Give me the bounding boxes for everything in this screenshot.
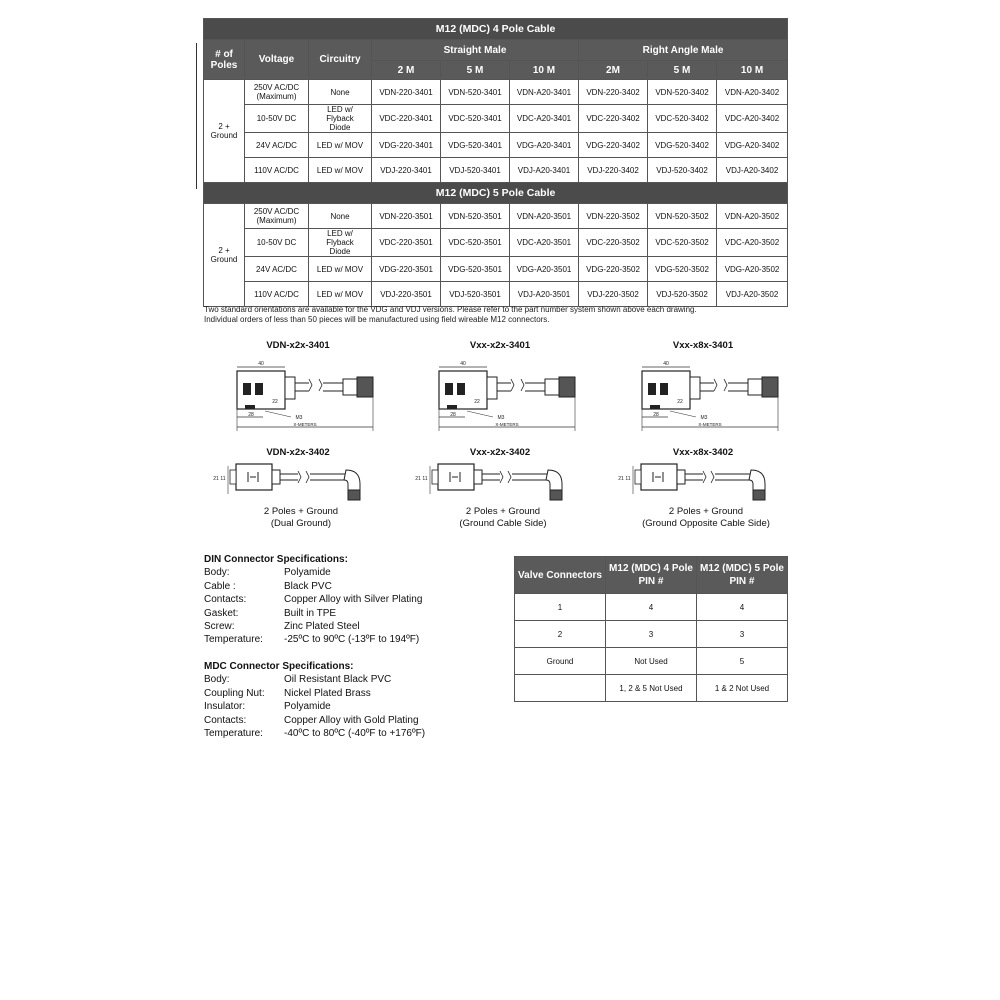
spec-key: Contacts: [204, 714, 247, 726]
spec-value: Copper Alloy with Silver Plating [284, 594, 423, 606]
straight-connector-drawing [425, 355, 605, 437]
part-number-cell: VDC-220-3402 [579, 105, 648, 133]
spec-row [204, 673, 425, 686]
part-number-cell: VDN-520-3502 [648, 204, 717, 229]
pin-cell: Ground [515, 648, 606, 675]
spec-row [204, 593, 422, 606]
length-header: 10 M [717, 61, 788, 80]
part-number-cell: VDJ-220-3402 [579, 158, 648, 183]
spec-row [204, 566, 422, 579]
spec-key: Temperature: [204, 634, 263, 646]
part-number-cell: VDN-A20-3502 [717, 204, 788, 229]
voltage-cell: 250V AC/DC (Maximum) [245, 80, 309, 105]
part-number-cell: VDG-220-3502 [579, 257, 648, 282]
length-header: 2M [579, 61, 648, 80]
part-number-cell: VDC-520-3502 [648, 229, 717, 257]
five-pole-title: M12 (MDC) 5 Pole Cable [204, 183, 788, 204]
spec-row [204, 727, 425, 740]
pin-cell: 4 [606, 594, 697, 621]
part-number-cell: VDG-220-3401 [372, 133, 441, 158]
part-number-cell: VDC-220-3501 [372, 229, 441, 257]
part-number-cell: VDC-A20-3402 [717, 105, 788, 133]
part-number-cell: VDJ-520-3502 [648, 282, 717, 307]
voltage-cell: 24V AC/DC [245, 133, 309, 158]
pin-table [514, 556, 788, 702]
spec-value: Built in TPE [284, 607, 337, 619]
part-number-cell: VDJ-A20-3501 [510, 282, 579, 307]
spec-key: Temperature: [204, 728, 263, 740]
part-number-cell: VDC-520-3402 [648, 105, 717, 133]
part-number-cell: VDG-A20-3401 [510, 133, 579, 158]
cable-part-table [203, 18, 788, 307]
dimension-label: 28 [653, 412, 659, 418]
voltage-cell: 110V AC/DC [245, 282, 309, 307]
pin-cell: 5 [697, 648, 788, 675]
circuitry-cell: LED w/ Flyback Diode [309, 105, 372, 133]
part-number-cell: VDJ-220-3501 [372, 282, 441, 307]
pin-cell: 1 [515, 594, 606, 621]
caption-line: (Ground Opposite Cable Side) [642, 518, 770, 529]
voltage-header: Voltage [245, 40, 309, 80]
spec-row [204, 620, 422, 633]
straight-drawing-title: Vxx-x2x-3401 [469, 340, 531, 351]
part-number-cell: VDC-A20-3401 [510, 105, 579, 133]
right-angle-male-header: Right Angle Male [579, 40, 788, 61]
dimension-label: X-METERS [293, 422, 317, 427]
table-row [204, 105, 788, 133]
spec-value: Polyamide [284, 567, 331, 579]
straight-drawing-title: VDN-x2x-3401 [266, 340, 330, 351]
pin-cell: 3 [606, 621, 697, 648]
angle-connector-drawing [410, 458, 590, 506]
part-number-cell: VDN-220-3501 [372, 204, 441, 229]
circuitry-cell: LED w/ Flyback Diode [309, 229, 372, 257]
dimension-label: X-METERS [698, 422, 722, 427]
length-header: 5 M [441, 61, 510, 80]
poles-header: # of Poles [204, 40, 245, 80]
pin-row [515, 675, 788, 702]
four-pole-title: M12 (MDC) 4 Pole Cable [204, 19, 788, 40]
length-header: 10 M [510, 61, 579, 80]
part-number-cell: VDJ-A20-3402 [717, 158, 788, 183]
part-number-cell: VDN-220-3502 [579, 204, 648, 229]
straight-male-header: Straight Male [372, 40, 579, 61]
spec-key: Body: [204, 567, 230, 579]
voltage-cell: 10-50V DC [245, 229, 309, 257]
margin-rule [196, 43, 197, 189]
part-number-cell: VDC-520-3501 [441, 229, 510, 257]
part-number-cell: VDN-A20-3401 [510, 80, 579, 105]
spec-row [204, 607, 422, 620]
circuitry-cell: LED w/ MOV [309, 158, 372, 183]
pin-cell [515, 675, 606, 702]
footnote-line: Individual orders of less than 50 pieces will be manufactured using field wireable M12 connectors. [204, 315, 550, 324]
dimension-label: 11 [220, 476, 226, 482]
part-number-cell: VDG-220-3501 [372, 257, 441, 282]
spec-row [204, 687, 425, 700]
caption-line: (Dual Ground) [270, 518, 332, 529]
dimension-label: 22 [474, 399, 480, 405]
table-row [204, 282, 788, 307]
dimension-label: 40 [663, 361, 669, 367]
pin-header: M12 (MDC) 4 Pole PIN # [606, 557, 697, 594]
circuitry-cell: LED w/ MOV [309, 133, 372, 158]
spec-value: -40ºC to 80ºC (-40ºF to +176ºF) [284, 728, 426, 740]
dimension-label: M3 [295, 415, 303, 421]
pin-cell: 3 [697, 621, 788, 648]
voltage-cell: 10-50V DC [245, 105, 309, 133]
poles-cell: 2 + Ground [204, 80, 245, 183]
part-number-cell: VDN-220-3401 [372, 80, 441, 105]
pin-cell: 1 & 2 Not Used [697, 675, 788, 702]
dimension-label: M3 [700, 415, 708, 421]
circuitry-header: Circuitry [309, 40, 372, 80]
dimension-label: M3 [497, 415, 505, 421]
part-number-cell: VDG-220-3402 [579, 133, 648, 158]
dimension-label: 21 [618, 476, 624, 482]
table-row [204, 204, 788, 229]
spec-value: Zinc Plated Steel [284, 621, 360, 633]
dimension-label: 22 [272, 399, 278, 405]
caption-line: 2 Poles + Ground [668, 506, 744, 517]
pin-row [515, 621, 788, 648]
pin-row [515, 648, 788, 675]
circuitry-cell: LED w/ MOV [309, 282, 372, 307]
dimension-label: 40 [258, 361, 264, 367]
part-number-cell: VDG-A20-3502 [717, 257, 788, 282]
caption-line: 2 Poles + Ground [465, 506, 541, 517]
spec-value: Oil Resistant Black PVC [284, 674, 392, 686]
dimension-label: 28 [450, 412, 456, 418]
four-pole-body [204, 80, 788, 183]
spec-value: Black PVC [284, 580, 332, 592]
circuitry-cell: None [309, 80, 372, 105]
part-number-cell: VDN-520-3402 [648, 80, 717, 105]
pin-header: Valve Connectors [515, 557, 606, 594]
angle-drawing-title: Vxx-x2x-3402 [469, 447, 531, 458]
drawing-caption [403, 506, 603, 530]
part-number-cell: VDJ-520-3401 [441, 158, 510, 183]
din-specs [204, 553, 422, 647]
pin-cell: 2 [515, 621, 606, 648]
pin-cell: 4 [697, 594, 788, 621]
table-row [204, 257, 788, 282]
din-specs-title: DIN Connector Specifications: [204, 554, 348, 565]
drawing-caption [606, 506, 806, 530]
part-number-cell: VDJ-220-3401 [372, 158, 441, 183]
spec-row [204, 580, 422, 593]
spec-row [204, 633, 422, 646]
spec-value: -25ºC to 90ºC (-13ºF to 194ºF) [284, 634, 420, 646]
straight-connector-drawing [628, 355, 808, 437]
footnote [204, 305, 697, 325]
circuitry-cell: None [309, 204, 372, 229]
part-number-cell: VDJ-A20-3502 [717, 282, 788, 307]
part-number-cell: VDN-A20-3501 [510, 204, 579, 229]
spec-value: Copper Alloy with Gold Plating [284, 714, 419, 726]
part-number-cell: VDC-220-3502 [579, 229, 648, 257]
angle-connector-drawing [613, 458, 793, 506]
part-number-cell: VDG-520-3402 [648, 133, 717, 158]
part-number-cell: VDN-520-3401 [441, 80, 510, 105]
part-number-cell: VDC-520-3401 [441, 105, 510, 133]
caption-line: 2 Poles + Ground [263, 506, 339, 517]
spec-key: Screw: [204, 621, 235, 633]
caption-line: (Ground Cable Side) [459, 518, 547, 529]
part-number-cell: VDC-A20-3501 [510, 229, 579, 257]
drawing-caption [201, 506, 401, 530]
spec-key: Coupling Nut: [204, 687, 265, 699]
pin-header: M12 (MDC) 5 Pole PIN # [697, 557, 788, 594]
voltage-cell: 24V AC/DC [245, 257, 309, 282]
part-number-cell: VDN-A20-3402 [717, 80, 788, 105]
dimension-label: 21 [213, 476, 219, 482]
spec-key: Cable : [204, 580, 236, 592]
part-number-cell: VDG-520-3401 [441, 133, 510, 158]
five-pole-body [204, 204, 788, 307]
part-number-cell: VDC-A20-3502 [717, 229, 788, 257]
part-number-cell: VDG-520-3502 [648, 257, 717, 282]
dimension-label: X-METERS [495, 422, 519, 427]
part-number-cell: VDG-A20-3402 [717, 133, 788, 158]
length-header: 5 M [648, 61, 717, 80]
spec-row [204, 714, 425, 727]
mdc-specs-title: MDC Connector Specifications: [204, 661, 354, 672]
dimension-label: 11 [422, 476, 428, 482]
dimension-label: 22 [677, 399, 683, 405]
angle-drawing-title: Vxx-x8x-3402 [672, 447, 734, 458]
dimension-label: 21 [415, 476, 421, 482]
angle-drawing-title: VDN-x2x-3402 [266, 447, 330, 458]
part-number-cell: VDJ-520-3501 [441, 282, 510, 307]
spec-key: Contacts: [204, 594, 247, 606]
pin-row [515, 594, 788, 621]
spec-key: Gasket: [204, 607, 239, 619]
poles-cell: 2 + Ground [204, 204, 245, 307]
part-number-cell: VDN-220-3402 [579, 80, 648, 105]
part-number-cell: VDG-A20-3501 [510, 257, 579, 282]
spec-value: Nickel Plated Brass [284, 687, 371, 699]
part-number-cell: VDG-520-3501 [441, 257, 510, 282]
part-number-cell: VDC-220-3401 [372, 105, 441, 133]
voltage-cell: 110V AC/DC [245, 158, 309, 183]
dimension-label: 40 [460, 361, 466, 367]
part-number-cell: VDJ-A20-3401 [510, 158, 579, 183]
circuitry-cell: LED w/ MOV [309, 257, 372, 282]
pin-cell: 1, 2 & 5 Not Used [606, 675, 697, 702]
table-row [204, 80, 788, 105]
part-number-cell: VDN-520-3501 [441, 204, 510, 229]
spec-value: Polyamide [284, 701, 331, 713]
length-header: 2 M [372, 61, 441, 80]
part-number-cell: VDJ-220-3502 [579, 282, 648, 307]
table-row [204, 133, 788, 158]
mdc-specs [204, 660, 425, 740]
spec-key: Insulator: [204, 701, 246, 713]
voltage-cell: 250V AC/DC (Maximum) [245, 204, 309, 229]
spec-row [204, 700, 425, 713]
straight-connector-drawing [223, 355, 403, 437]
dimension-label: 28 [248, 412, 254, 418]
footnote-line: Two standard orientations are available for the VDG and VDJ versions. Please refer to the part number system shown above each drawing. [204, 305, 697, 314]
straight-drawing-title: Vxx-x8x-3401 [672, 340, 734, 351]
spec-key: Body: [204, 674, 230, 686]
angle-connector-drawing [208, 458, 388, 506]
dimension-label: 11 [625, 476, 631, 482]
part-number-cell: VDJ-520-3402 [648, 158, 717, 183]
table-row [204, 229, 788, 257]
table-row [204, 158, 788, 183]
pin-cell: Not Used [606, 648, 697, 675]
